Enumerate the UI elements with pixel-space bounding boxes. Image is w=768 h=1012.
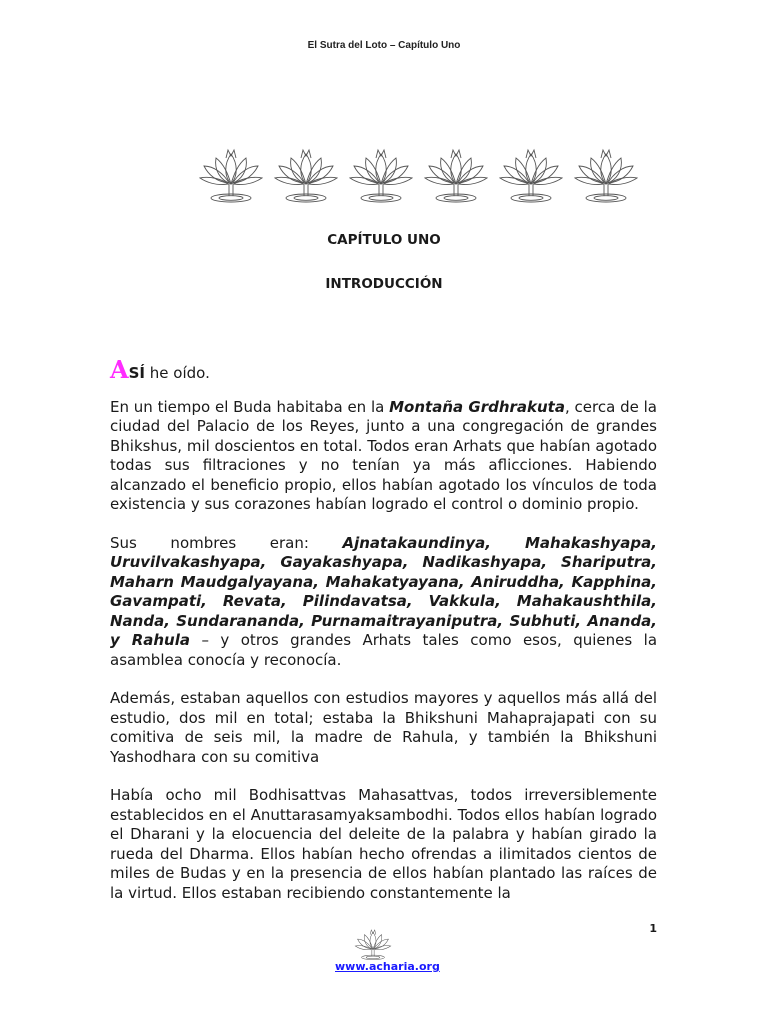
- website-link[interactable]: www.acharia.org: [335, 960, 440, 973]
- page-footer: [110, 922, 657, 992]
- drop-cap: A: [110, 355, 129, 384]
- paragraph-3: [110, 689, 657, 767]
- page-header: El Sutra del Loto – Capítulo Uno: [307, 40, 461, 51]
- chapter-title: INTRODUCCIÓN: [325, 276, 443, 292]
- opening-line: [110, 355, 657, 384]
- page-number: 1: [649, 922, 657, 935]
- footer-lotus-icon: [353, 922, 393, 962]
- paragraph-2: [110, 534, 657, 671]
- place-name: Montaña Grdhrakuta: [389, 397, 565, 416]
- opening-rest: he oído.: [145, 364, 210, 382]
- body-text: [110, 355, 658, 1012]
- lotus-icon: [346, 136, 416, 206]
- text-segment: , cerca de la ciudad del Palacio de los Reyes, junto a una congregación de grandes Bhikshus, mil doscientos en total. Todos eran Arhats que habían agotado todas sus filtraciones y no tenían ya más aflicciones. Habiendo alcanzado el beneficio propio, ellos habían agotado los vínculos de toda existencia y sus corazones habían logrado el control o dominio propio.: [110, 397, 657, 513]
- paragraph-1: [110, 398, 657, 515]
- lotus-icon: [196, 136, 266, 206]
- opening-bold: SÍ: [128, 364, 146, 382]
- lotus-icon: [571, 136, 641, 206]
- chapter-number: CAPÍTULO UNO: [327, 232, 441, 248]
- text-segment: Sus nombres eran:: [110, 533, 343, 552]
- lotus-icon: [421, 136, 491, 206]
- paragraph-4: [110, 786, 657, 903]
- lotus-icon: [271, 136, 341, 206]
- lotus-decoration-row: [196, 136, 641, 206]
- text-segment: En un tiempo el Buda habitaba en la: [110, 397, 390, 416]
- text-segment: – y otros grandes Arhats tales como esos, quienes la asamblea conocía y reconocía.: [110, 631, 658, 669]
- text-segment: Además, estaban aquellos con estudios mayores y aquellos más allá del estudio, dos mil en total; estaba la Bhikshuni Mahaprajapati con su comitiva de seis mil, la madre de Rahula, y también la Bhikshuni Yashodhara con su comitiva: [110, 689, 657, 766]
- lotus-icon: [496, 136, 566, 206]
- disciple-names: Ajnatakaundinya, Mahakashyapa, Uruvilvakashyapa, Gayakashyapa, Nadikashyapa, Shariputra, Maharn Maudgalyayana, Mahakatyayana, Aniruddha, Kapphina, Gavampati, Revata, Pilindavatsa, Vakkula, Mahakaushthila, Nanda, Sundarananda, Purnamaitrayaniputra, Subhuti, Ananda, y Rahula: [110, 533, 657, 649]
- text-segment: Había ocho mil Bodhisattvas Mahasattvas, todos irreversiblemente establecidos en el Anuttarasamyaksambodhi. Todos ellos habían logrado el Dharani y la elocuencia del deleite de la palabra y habían girado la rueda del Dharma. Ellos habían hecho ofrendas a ilimitados cientos de miles de Budas y en la presencia de ellos habían plantado las raíces de la virtud. Ellos estaban recibiendo constantemente la: [110, 786, 657, 902]
